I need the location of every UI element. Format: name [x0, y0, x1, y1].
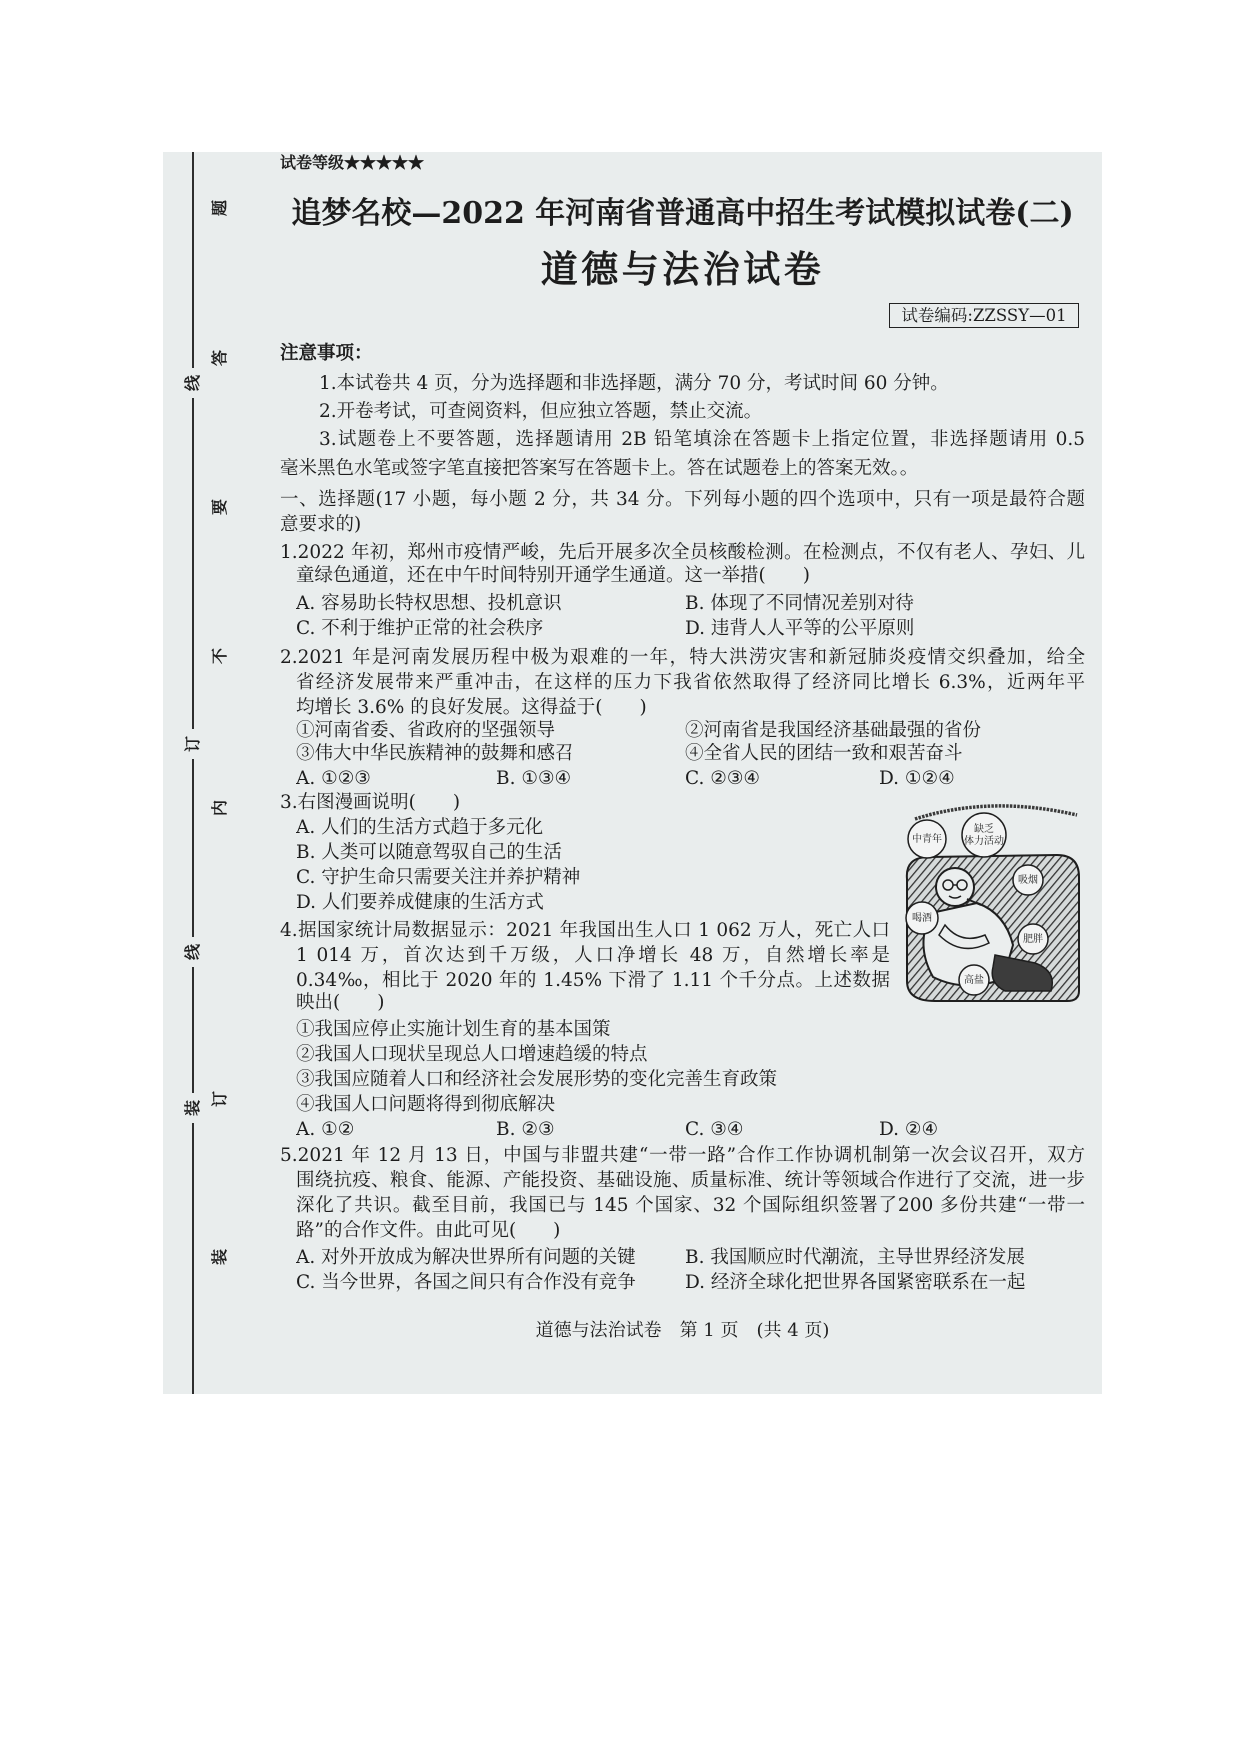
question-5-option-c: C. 当今世界，各国之间只有合作没有竞争	[296, 1272, 636, 1293]
bubble-label: 缺乏	[974, 824, 994, 835]
question-1-option-d: D. 违背人人平等的公平原则	[685, 618, 915, 639]
cartoon-figure	[885, 795, 1085, 1005]
question-1-option-a: A. 容易助长特权思想、投机意识	[296, 593, 562, 614]
question-4-stem-line: 4.据国家统计局数据显示：2021 年我国出生人口 1 062 万人，死亡人口	[280, 920, 890, 941]
notice-line: 3.试题卷上不要答题，选择题请用 2B 铅笔填涂在答题卡上指定位置，非选择题请用 0.5	[319, 429, 1085, 450]
bubble-label: 体力活动	[964, 836, 1004, 847]
margin-warning-char: 答	[210, 350, 229, 367]
exam-code: 试卷编码:ZZSSY—01	[889, 303, 1079, 328]
question-2-stem-line: 2.2021 年是河南发展历程中极为艰难的一年，特大洪涝灾害和新冠肺炎疫情交织叠加，给全	[280, 647, 1085, 668]
question-1-stem-line: 童绿色通道，还在中午时间特别开通学生通道。这一举措( )	[296, 565, 810, 586]
question-3-option-b: B. 人类可以随意驾驭自己的生活	[296, 842, 562, 863]
notice-line: 毫米黑色水笔或签字笔直接把答案写在答题卡上。答在试题卷上的答案无效。。	[280, 458, 919, 479]
bubble-label: 高盐	[964, 975, 984, 986]
question-2-statement: ①河南省委、省政府的坚强领导	[296, 720, 556, 741]
bubble-drinking	[906, 902, 938, 934]
question-5-stem-line: 5.2021 年 12 月 13 日，中国与非盟共建“一带一路”合作工作协调机制第一次会议召开，双方	[280, 1145, 1085, 1166]
exam-subject-title: 道德与法治试卷	[540, 247, 825, 291]
question-2-statement: ③伟大中华民族精神的鼓舞和感召	[296, 743, 574, 764]
margin-warning-char: 装	[210, 1249, 229, 1266]
binding-mark: 装	[182, 1093, 204, 1123]
margin-warning-char: 要	[210, 499, 229, 516]
margin-warning-char: 订	[210, 1091, 229, 1108]
question-4-stem-line: 0.34‰，相比于 2020 年的 1.45% 下滑了 1.11 个千分点。上述数据	[296, 970, 890, 991]
margin-warning-char: 题	[210, 200, 229, 217]
question-2-option-c: C. ②③④	[685, 768, 761, 789]
question-5-option-b: B. 我国顺应时代潮流，主导世界经济发展	[685, 1247, 1025, 1268]
question-2-stem-line: 均增长 3.6% 的良好发展。这得益于( )	[296, 697, 647, 718]
question-2-option-d: D. ①②④	[879, 768, 955, 789]
exam-grade: 试卷等级★★★★★	[280, 153, 425, 172]
question-5-stem-line: 路”的合作文件。由此可见( )	[296, 1220, 561, 1241]
question-2-statement: ④全省人民的团结一致和艰苦奋斗	[685, 743, 963, 764]
question-1-option-b: B. 体现了不同情况差别对待	[685, 593, 914, 614]
bubble-label: 喝酒	[912, 913, 932, 924]
bubble-label: 肥胖	[1023, 934, 1043, 945]
question-4-option-a: A. ①②	[296, 1119, 355, 1140]
notice-line: 2.开卷考试，可查阅资料，但应独立答题，禁止交流。	[319, 401, 763, 422]
question-3-option-a: A. 人们的生活方式趋于多元化	[296, 817, 544, 838]
question-4-option-c: C. ③④	[685, 1119, 744, 1140]
question-3-stem-line: 3.右图漫画说明( )	[280, 792, 461, 813]
binding-line	[192, 152, 194, 1394]
question-2-option-a: A. ①②③	[296, 768, 371, 789]
binding-mark: 线	[182, 368, 204, 398]
bubble-youth	[908, 820, 946, 858]
question-4-stem-line: 映出( )	[296, 992, 385, 1013]
question-5-option-a: A. 对外开放成为解决世界所有问题的关键	[296, 1247, 636, 1268]
question-4-statement: ④我国人口问题将得到彻底解决	[296, 1094, 556, 1115]
question-1-stem-line: 1.2022 年初，郑州市疫情严峻，先后开展多次全员核酸检测。在检测点，不仅有老人、孕妇、儿	[280, 542, 1085, 563]
question-4-option-d: D. ②④	[879, 1119, 939, 1140]
notice-heading: 注意事项：	[280, 343, 373, 364]
section-heading-line: 意要求的)	[280, 514, 362, 535]
exam-title: 追梦名校—2022 年河南省普通高中招生考试模拟试卷(二)	[291, 196, 1074, 231]
bubble-label: 吸烟	[1018, 875, 1038, 886]
question-2-stem-line: 省经济发展带来严重冲击，在这样的压力下我省依然取得了经济同比增长 6.3%，近两年平	[296, 672, 1085, 693]
binding-mark: 线	[182, 937, 204, 967]
question-4-option-b: B. ②③	[496, 1119, 555, 1140]
question-3-option-d: D. 人们要养成健康的生活方式	[296, 892, 544, 913]
question-5-stem-line: 围绕抗疫、粮食、能源、产能投资、基础设施、质量标准、统计等领域合作进行了交流，进一步	[296, 1170, 1085, 1191]
margin-warning-char: 内	[210, 800, 229, 817]
question-5-stem-line: 深化了共识。截至目前，我国已与 145 个国家、32 个国际组织签署了200 多份共建“一带一	[296, 1195, 1085, 1216]
question-4-stem-line: 1 014 万，首次达到千万级，人口净增长 48 万，自然增长率是	[296, 945, 890, 966]
bubble-salt	[959, 965, 989, 995]
question-2-statement: ②河南省是我国经济基础最强的省份	[685, 720, 982, 741]
question-4-statement: ①我国应停止实施计划生育的基本国策	[296, 1019, 611, 1040]
section-heading-line: 一、选择题(17 小题，每小题 2 分，共 34 分。下列每小题的四个选项中，只有一项是最符合题	[280, 489, 1085, 510]
question-2-option-b: B. ①③④	[496, 768, 572, 789]
question-1-option-c: C. 不利于维护正常的社会秩序	[296, 618, 544, 639]
question-5-option-d: D. 经济全球化把世界各国紧密联系在一起	[685, 1272, 1026, 1293]
question-4-statement: ②我国人口现状呈现总人口增速趋缓的特点	[296, 1044, 648, 1065]
bubble-smoking	[1013, 865, 1043, 895]
bubble-obesity	[1018, 924, 1048, 954]
question-4-statement: ③我国应随着人口和经济社会发展形势的变化完善生育政策	[296, 1069, 778, 1090]
margin-warning-char: 不	[210, 648, 229, 665]
bubble-label: 中青年	[912, 834, 942, 845]
binding-mark: 订	[182, 729, 204, 759]
page-footer: 道德与法治试卷 第 1 页 (共 4 页)	[535, 1320, 830, 1341]
bubble-inactivity	[962, 813, 1006, 857]
notice-line: 1.本试卷共 4 页，分为选择题和非选择题，满分 70 分，考试时间 60 分钟。	[319, 373, 949, 394]
question-3-option-c: C. 守护生命只需要关注并养护精神	[296, 867, 581, 888]
